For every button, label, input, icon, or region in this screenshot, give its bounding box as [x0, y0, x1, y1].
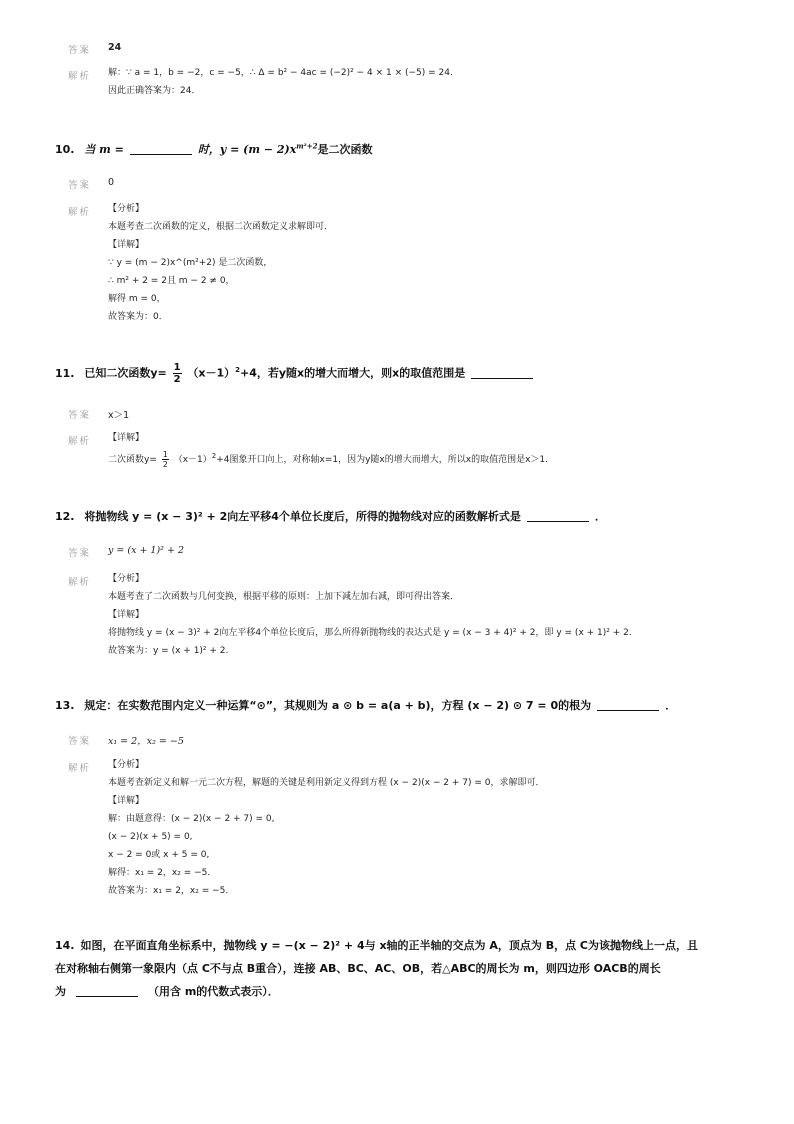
question-stem: ． [665, 699, 677, 712]
q11-analysis [108, 429, 548, 469]
question-stem: 是二次函数 [317, 143, 373, 156]
q13-analysis-line: 【详解】 [108, 796, 145, 806]
q10-analysis [108, 200, 333, 326]
question-stem: 时，y = (m − 2)x [197, 143, 297, 156]
q9-analysis-line: 解：∵ a = 1，b = −2，c = −5，∴ Δ = b² − 4ac = (−2)² − 4 × 1 × (−5) = 24． [108, 68, 459, 78]
answer-label: 答案 [68, 548, 92, 559]
fraction-numerator: 1 [162, 450, 168, 459]
question-number: 14. [55, 939, 75, 952]
exponent: m²+2 [296, 141, 318, 151]
q13-analysis-line: x − 2 = 0或 x + 5 = 0, [108, 850, 210, 860]
fraction-numerator: 1 [173, 362, 181, 373]
q13-analysis [108, 756, 545, 900]
question-number: 11. [55, 366, 75, 380]
q12-analysis-line: 【详解】 [108, 610, 145, 620]
answer-blank[interactable] [597, 698, 659, 711]
q10-analysis-line: ∴ m² + 2 = 2且 m − 2 ≠ 0， [108, 276, 235, 286]
question-stem: （用含 m的代数式表示）． [148, 985, 279, 998]
question-stem: 规定：在实数范围内定义一种运算“⊙”，其规则为 a ⊙ b = a(a + b)，方程 (x − 2) ⊙ 7 = 0的根为 [84, 699, 592, 712]
q13-analysis-line: 解：由题意得：(x − 2)(x − 2 + 7) = 0, [108, 814, 275, 824]
analysis-text: （x－1） [173, 455, 212, 465]
q9-answer: 24 [108, 42, 122, 53]
analysis-label: 解析 [68, 763, 92, 774]
question-stem: 将抛物线 y = (x − 3)² + 2向左平移4个单位长度后，所得的抛物线对应的函数解析式是 [84, 510, 521, 523]
q13-analysis-line: 故答案为：x₁ = 2，x₂ = −5． [108, 886, 235, 896]
analysis-text: 二次函数y= [108, 455, 157, 465]
q11-analysis-line [108, 447, 548, 469]
exponent: 2 [235, 365, 241, 374]
question-number: 10. [55, 143, 75, 156]
answer-label: 答案 [68, 736, 92, 747]
question-11 [55, 362, 539, 385]
exponent: 2 [211, 452, 217, 460]
q11-analysis-line: 【详解】 [108, 433, 145, 443]
q10-analysis-line: ∵ y = (m − 2)x^(m²+2) 是二次函数， [108, 258, 273, 268]
question-line: 在对称轴右侧第一象限内（点 C不与点 B重合），连接 AB、BC、AC、OB，若△ABC的周长为 m，则四边形 OACB的周长 [55, 962, 661, 975]
question-stem: 如图，在平面直角坐标系中，抛物线 y = −(x − 2)² + 4与 x轴的正半轴的交点为 A，顶点为 B，点 C为该抛物线上一点，且 [80, 939, 699, 952]
answer-blank[interactable] [471, 366, 533, 379]
question-14 [55, 934, 698, 1003]
q11-answer: x＞1 [108, 410, 130, 421]
q12-analysis [108, 570, 632, 660]
q13-analysis-line: (x − 2)(x + 5) = 0, [108, 832, 193, 842]
question-line [55, 934, 698, 957]
answer-label: 答案 [68, 180, 92, 191]
answer-blank[interactable] [76, 984, 138, 997]
q9-analysis-line: 因此正确答案为：24． [108, 86, 201, 96]
q10-analysis-line: 本题考查二次函数的定义，根据二次函数定义求解即可． [108, 222, 334, 232]
question-number: 12. [55, 510, 75, 523]
q10-analysis-line: 解得 m = 0， [108, 294, 166, 304]
fraction [173, 362, 182, 385]
question-13 [55, 697, 676, 713]
fraction-denominator: 2 [162, 460, 168, 469]
answer-blank[interactable] [527, 509, 589, 522]
answer-label: 答案 [68, 410, 92, 421]
question-stem: +4，若y随x的增大而增大，则x的取值范围是 [240, 366, 466, 380]
q10-answer: 0 [108, 177, 115, 188]
q9-analysis [108, 64, 459, 100]
q10-analysis-line: 【详解】 [108, 240, 145, 250]
question-stem: 为 [55, 985, 66, 998]
analysis-label: 解析 [68, 71, 92, 82]
analysis-label: 解析 [68, 207, 92, 218]
analysis-text: +4图象开口向上，对称轴x=1，因为y随x的增大而增大，所以x的取值范围是x＞1. [216, 455, 549, 465]
q13-analysis-line: 【分析】 [108, 760, 145, 770]
question-12 [55, 508, 606, 524]
q12-analysis-line: 将抛物线 y = (x − 3)² + 2向左平移4个单位长度后，那么所得新抛物线的表达式是 y = (x − 3 + 4)² + 2，即 y = (x + 1)² + 2. [108, 628, 632, 638]
analysis-label: 解析 [68, 577, 92, 588]
question-stem: （x－1） [187, 366, 236, 380]
answer-blank[interactable] [130, 142, 192, 155]
analysis-label: 解析 [68, 436, 92, 447]
q12-answer: y = (x + 1)² + 2 [108, 545, 185, 556]
answer-label: 答案 [68, 45, 92, 56]
q10-analysis-line: 【分析】 [108, 204, 145, 214]
q12-analysis-line: 故答案为：y = (x + 1)² + 2. [108, 646, 229, 656]
q13-analysis-line: 本题考查新定义和解一元二次方程，解题的关键是利用新定义得到方程 (x − 2)(x − 2 + 7) = 0，求解即可． [108, 778, 545, 788]
question-10 [55, 141, 372, 157]
question-stem: ． [594, 510, 606, 523]
question-line [55, 980, 698, 1003]
question-number: 13. [55, 699, 75, 712]
q10-analysis-line: 故答案为：0． [108, 312, 168, 322]
q13-analysis-line: 解得：x₁ = 2，x₂ = −5． [108, 868, 217, 878]
q12-analysis-line: 本题考查了二次函数与几何变换，根据平移的原则：上加下减左加右减，即可得出答案． [108, 592, 460, 602]
q13-answer: x₁ = 2，x₂ = −5 [108, 736, 184, 747]
q12-analysis-line: 【分析】 [108, 574, 145, 584]
fraction-denominator: 2 [173, 374, 181, 385]
question-stem: 已知二次函数y= [84, 366, 167, 380]
fraction [162, 450, 169, 469]
question-stem: 当 m = [84, 143, 124, 156]
